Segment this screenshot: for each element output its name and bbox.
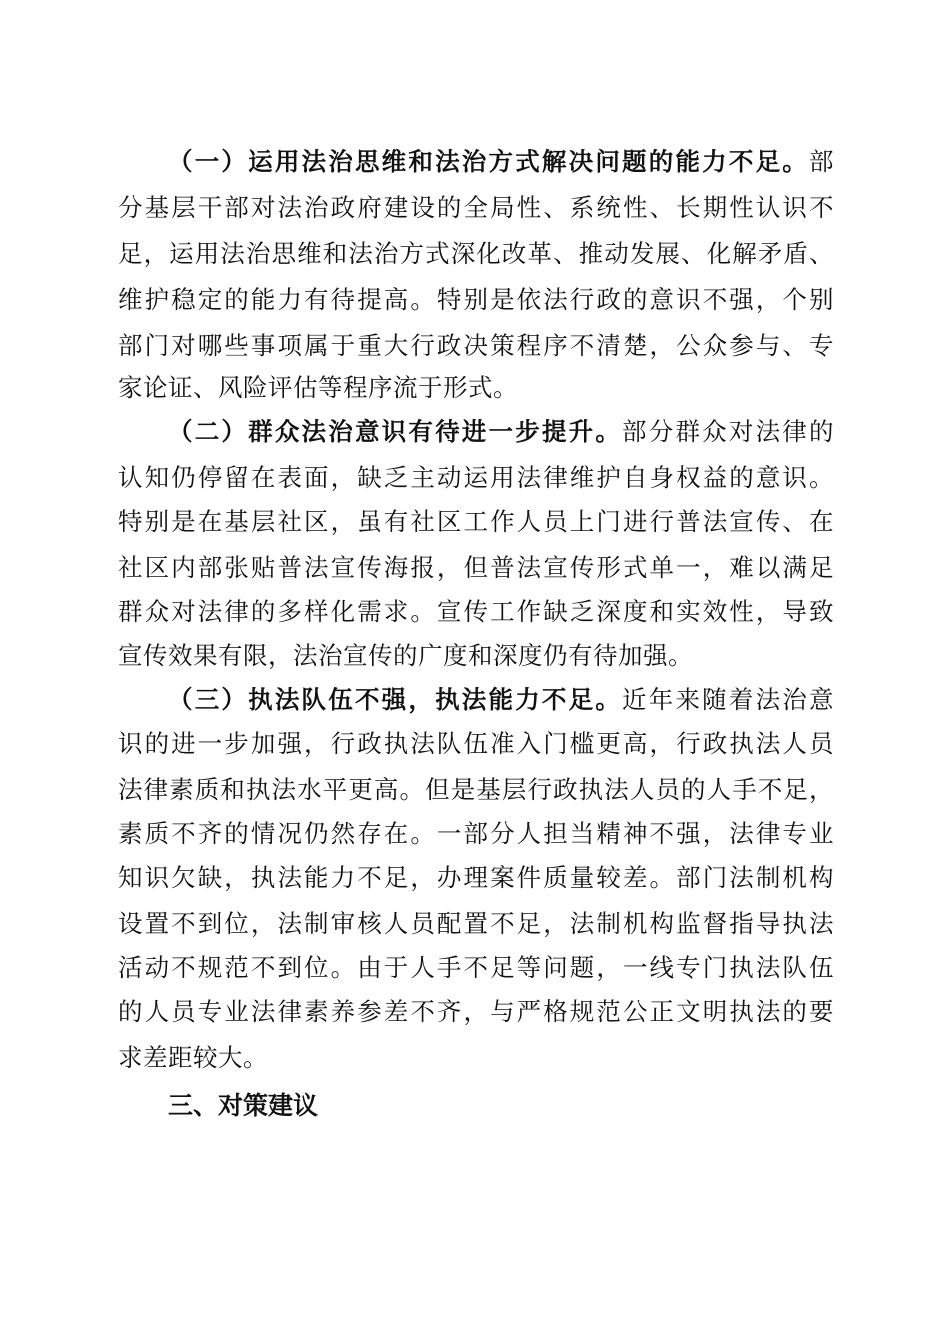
paragraph-1-line-5: 部门对哪些事项属于重大行政决策程序不清楚，公众参与、专: [118, 331, 834, 360]
section-2-title: （二）群众法治意识有待进一步提升。: [168, 417, 623, 446]
paragraph-3-line-5: 知识欠缺，执法能力不足，办理案件质量较差。部门法制机构: [118, 863, 834, 892]
paragraph-2-line-4: 社区内部张贴普法宣传海报，但普法宣传形式单一，难以满足: [118, 553, 834, 582]
paragraph-3-line-3: 法律素质和执法水平更高。但是基层行政执法人员的人手不足，: [118, 775, 834, 804]
paragraph-2-line-1: [168, 410, 834, 454]
text-run: 部: [809, 147, 834, 176]
paragraph-3-line-6: 设置不到位，法制审核人员配置不足，法制机构监督指导执法: [118, 909, 834, 938]
paragraph-3-line-7: 活动不规范不到位。由于人手不足等问题，一线专门执法队伍: [118, 953, 834, 982]
section-3-title: （三）执法队伍不强，执法能力不足。: [168, 685, 623, 714]
paragraph-1-line-4: 维护稳定的能力有待提高。特别是依法行政的意识不强，个别: [118, 285, 834, 314]
section-1-title: （一）运用法治思维和法治方式解决问题的能力不足。: [168, 147, 809, 176]
paragraph-2-line-2: 认知仍停留在表面，缺乏主动运用法律维护自身权益的意识。: [118, 463, 834, 492]
paragraph-3-line-4: 素质不齐的情况仍然存在。一部分人担当精神不强，法律专业: [118, 819, 834, 848]
paragraph-1-line-3: 足，运用法治思维和法治方式深化改革、推动发展、化解矛盾、: [118, 239, 834, 268]
paragraph-1-line-2: 分基层干部对法治政府建设的全局性、系统性、长期性认识不: [118, 193, 834, 222]
paragraph-2-line-3: 特别是在基层社区，虽有社区工作人员上门进行普法宣传、在: [118, 507, 834, 536]
paragraph-2-line-6: 宣传效果有限，法治宣传的广度和深度仍有待加强。: [118, 641, 693, 670]
paragraph-3-line-9: 求差距较大。: [118, 1043, 268, 1072]
section-heading: 三、对策建议: [168, 1091, 319, 1120]
text-run: 近年来随着法治意: [622, 685, 835, 714]
text-run: 部分群众对法律的: [622, 417, 835, 446]
paragraph-3-line-1: [168, 678, 834, 722]
paragraph-3-line-2: 识的进一步加强，行政执法队伍准入门槛更高，行政执法人员: [118, 729, 834, 758]
paragraph-1-line-1: [168, 140, 834, 184]
paragraph-2-line-5: 群众对法律的多样化需求。宣传工作缺乏深度和实效性，导致: [118, 597, 834, 626]
paragraph-3-line-8: 的人员专业法律素养参差不齐，与严格规范公正文明执法的要: [118, 997, 834, 1026]
paragraph-1-line-6: 家论证、风险评估等程序流于形式。: [118, 373, 518, 402]
